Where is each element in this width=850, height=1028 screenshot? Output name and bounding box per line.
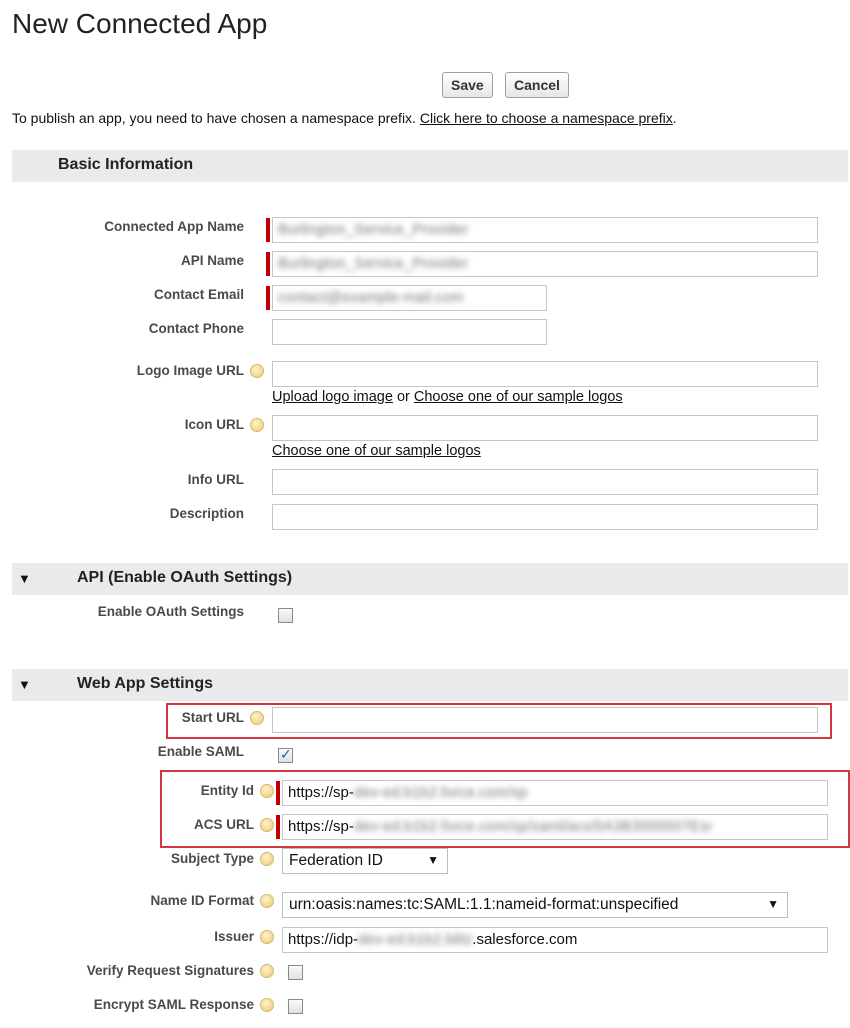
encrypt-saml-response-checkbox[interactable] xyxy=(288,999,303,1014)
help-icon[interactable] xyxy=(260,818,274,832)
start-url-label: Start URL xyxy=(181,710,244,725)
issuer-label: Issuer xyxy=(214,929,254,944)
contact-email-label: Contact Email xyxy=(153,287,244,302)
contact-phone-input[interactable] xyxy=(272,319,547,345)
contact-email-value: contact@example-mail.com xyxy=(278,289,464,306)
api-name-input[interactable] xyxy=(272,251,818,277)
enable-saml-label: Enable SAML xyxy=(157,744,244,759)
help-icon[interactable] xyxy=(250,364,264,378)
verify-request-signatures-label: Verify Request Signatures xyxy=(86,963,254,978)
save-button[interactable]: Save xyxy=(442,72,493,98)
name-id-format-value: urn:oasis:names:tc:SAML:1.1:nameid-format:unspecified xyxy=(289,896,679,913)
issuer-input[interactable] xyxy=(282,927,828,953)
logo-image-url-label: Logo Image URL xyxy=(136,363,244,378)
required-indicator xyxy=(266,286,270,310)
section-web-app-settings[interactable] xyxy=(12,669,848,701)
help-icon[interactable] xyxy=(250,711,264,725)
connected-app-name-value: Burlington_Service_Provider xyxy=(278,221,469,238)
required-indicator xyxy=(276,815,280,839)
help-icon[interactable] xyxy=(250,418,264,432)
contact-email-input[interactable] xyxy=(272,285,547,311)
issuer-value-tail: .salesforce.com xyxy=(472,931,578,948)
connected-app-name-input[interactable] xyxy=(272,217,818,243)
entity-id-value-redacted: dev-ed.b1b2.force.com/sp xyxy=(353,784,528,801)
verify-request-signatures-checkbox[interactable] xyxy=(288,965,303,980)
enable-saml-checkbox[interactable] xyxy=(278,748,293,763)
section-title: Web App Settings xyxy=(77,675,213,692)
issuer-value: https://idp- xyxy=(288,931,359,948)
help-icon[interactable] xyxy=(260,894,274,908)
help-icon[interactable] xyxy=(260,784,274,798)
help-icon[interactable] xyxy=(260,998,274,1012)
enable-oauth-checkbox[interactable] xyxy=(278,608,293,623)
acs-url-input[interactable] xyxy=(282,814,828,840)
dropdown-arrow-icon: ▼ xyxy=(427,853,439,867)
section-basic-information xyxy=(12,150,848,182)
issuer-value-redacted: dev-ed.b1b2.blitz xyxy=(358,931,473,948)
help-icon[interactable] xyxy=(260,852,274,866)
acs-url-label: ACS URL xyxy=(194,817,254,832)
section-api-oauth[interactable] xyxy=(12,563,848,595)
subject-type-value: Federation ID xyxy=(289,852,383,869)
namespace-text: To publish an app, you need to have chosen a namespace prefix. xyxy=(12,110,416,126)
collapse-triangle-icon[interactable]: ▼ xyxy=(18,677,31,692)
cancel-button[interactable]: Cancel xyxy=(505,72,569,98)
api-name-label: API Name xyxy=(180,253,244,268)
help-icon[interactable] xyxy=(260,930,274,944)
collapse-triangle-icon[interactable]: ▼ xyxy=(18,571,31,586)
contact-phone-label: Contact Phone xyxy=(148,321,244,336)
help-icon[interactable] xyxy=(260,964,274,978)
page-title: New Connected App xyxy=(12,8,268,39)
sample-logos-link[interactable]: Choose one of our sample logos xyxy=(272,443,481,459)
or-text: or xyxy=(396,389,410,405)
namespace-link[interactable]: Click here to choose a namespace prefix xyxy=(419,110,673,126)
subject-type-label: Subject Type xyxy=(170,851,254,866)
section-title: API (Enable OAuth Settings) xyxy=(77,569,293,586)
description-label: Description xyxy=(169,506,244,521)
required-indicator xyxy=(276,781,280,805)
api-name-value: Burlington_Service_Provider xyxy=(278,255,469,272)
dropdown-arrow-icon: ▼ xyxy=(767,897,779,911)
info-url-label: Info URL xyxy=(187,472,244,487)
section-title: Basic Information xyxy=(58,156,194,173)
entity-id-input[interactable] xyxy=(282,780,828,806)
icon-links xyxy=(272,443,481,459)
acs-url-value: https://sp- xyxy=(288,818,354,835)
entity-id-label: Entity Id xyxy=(200,783,254,798)
sample-logos-link[interactable]: Choose one of our sample logos xyxy=(413,389,623,405)
logo-links xyxy=(272,389,623,405)
required-indicator xyxy=(266,252,270,276)
upload-logo-link[interactable]: Upload logo image xyxy=(272,389,393,405)
logo-image-url-input[interactable] xyxy=(272,361,818,387)
description-input[interactable] xyxy=(272,504,818,530)
enable-oauth-label: Enable OAuth Settings xyxy=(97,604,244,619)
entity-id-value: https://sp- xyxy=(288,784,354,801)
name-id-format-label: Name ID Format xyxy=(150,893,254,908)
encrypt-saml-response-label: Encrypt SAML Response xyxy=(93,997,254,1012)
info-url-input[interactable] xyxy=(272,469,818,495)
acs-url-value-redacted: dev-ed.b1b2.force.com/sp/saml/acs/0A3B3000007Esr xyxy=(353,818,713,835)
name-id-format-select[interactable] xyxy=(282,892,788,918)
icon-url-input[interactable] xyxy=(272,415,818,441)
icon-url-label: Icon URL xyxy=(184,417,244,432)
required-indicator xyxy=(266,218,270,242)
start-url-input[interactable] xyxy=(272,707,818,733)
namespace-notice: To publish an app, you need to have chosen a namespace prefix. Click here to choose a namespace prefix. xyxy=(12,110,677,126)
subject-type-select[interactable] xyxy=(282,848,448,874)
connected-app-name-label: Connected App Name xyxy=(104,219,244,234)
